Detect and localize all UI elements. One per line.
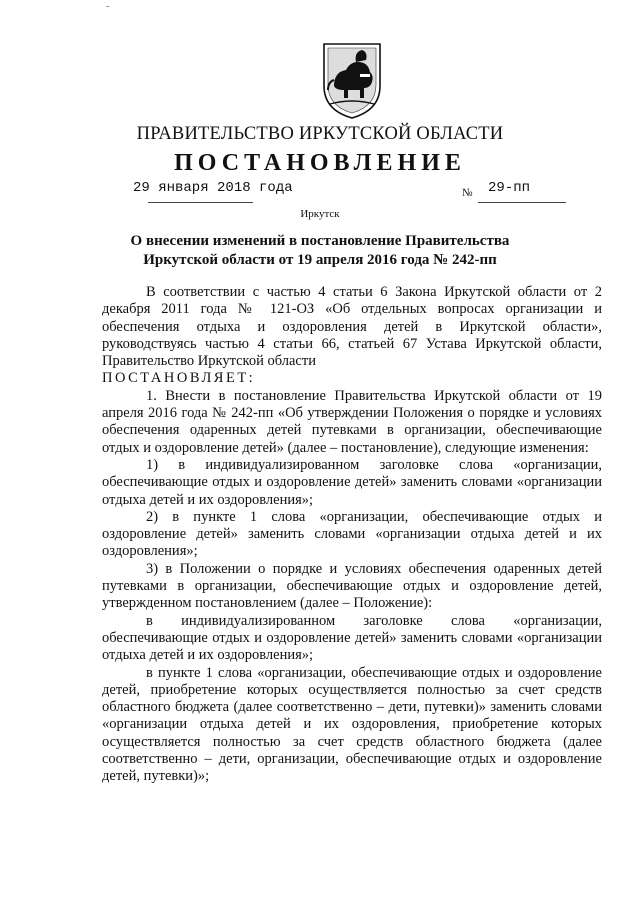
- paragraph-heading-change: в индивидуализированном заголовке слова «организации, обеспечивающие отдых и оздоровление детей» заменить словами «организации отдыха детей и их оздоровления»;: [102, 612, 602, 664]
- document-title: О внесении изменений в постановление Правительства Иркутской области от 19 апреля 2016 года № 242-пп: [130, 233, 510, 268]
- irkutsk-coat-of-arms-icon: [320, 40, 384, 120]
- government-name: ПРАВИТЕЛЬСТВО ИРКУТСКОЙ ОБЛАСТИ: [136, 124, 504, 144]
- date-underline: [148, 202, 253, 203]
- document-city: Иркутск: [300, 208, 340, 220]
- paragraph-subitem-1: 1) в индивидуализированном заголовке слова «организации, обеспечивающие отдых и оздоровление детей» заменить словами «организации отдыха детей и их оздоровления»;: [102, 456, 602, 508]
- number-sign: №: [462, 187, 473, 199]
- paragraph-subitem-2: 2) в пункте 1 слова «организации, обеспечивающие отдых и оздоровление детей» заменить словами «организации отдыха детей и их оздоровления»;: [102, 508, 602, 560]
- scan-artifact: [106, 6, 109, 7]
- document-type: ПОСТАНОВЛЕНИЕ: [174, 150, 466, 176]
- paragraph-resolves: ПОСТАНОВЛЯЕТ:: [102, 370, 256, 387]
- document-body: [102, 284, 602, 786]
- document-date: 29 января 2018 года: [133, 180, 293, 196]
- paragraph-point-1-change: в пункте 1 слова «организации, обеспечивающие отдых и оздоровление детей, приобретение которых осуществляется полностью за счет средств областного бюджета (далее соответственно – дети, путевки)» заменить словами «организации отдыха детей и их оздоровления, приобретение которых осуществляется полностью за счет средств областного бюджета (далее соответственно – дети, организации, обеспечивающие отдых и оздоровление детей, путевки)»;: [102, 664, 602, 785]
- paragraph-subitem-3: 3) в Положении о порядке и условиях обеспечения одаренных детей путевками в организации, обеспечивающие отдых и оздоровление детей, утвержденном постановлением (далее – Положение):: [102, 560, 602, 612]
- paragraph-preamble: В соответствии с частью 4 статьи 6 Закона Иркутской области от 2 декабря 2011 года № 121-ОЗ «Об отдельных вопросах организации и обеспечения отдыха и оздоровления детей в Иркутской области», руководствуясь частью 4 статьи 66, статьей 67 Устава Иркутской области, Правительство Иркутской области: [102, 284, 602, 370]
- paragraph-item-1: 1. Внести в постановление Правительства Иркутской области от 19 апреля 2016 года № 242-пп «Об утверждении Положения о порядке и условиях обеспечения одаренных детей путевками в организации, обеспечивающие отдых и оздоровление детей» (далее – постановление), следующие изменения:: [102, 387, 602, 456]
- document-number: 29-пп: [488, 180, 531, 196]
- number-underline: [478, 202, 566, 203]
